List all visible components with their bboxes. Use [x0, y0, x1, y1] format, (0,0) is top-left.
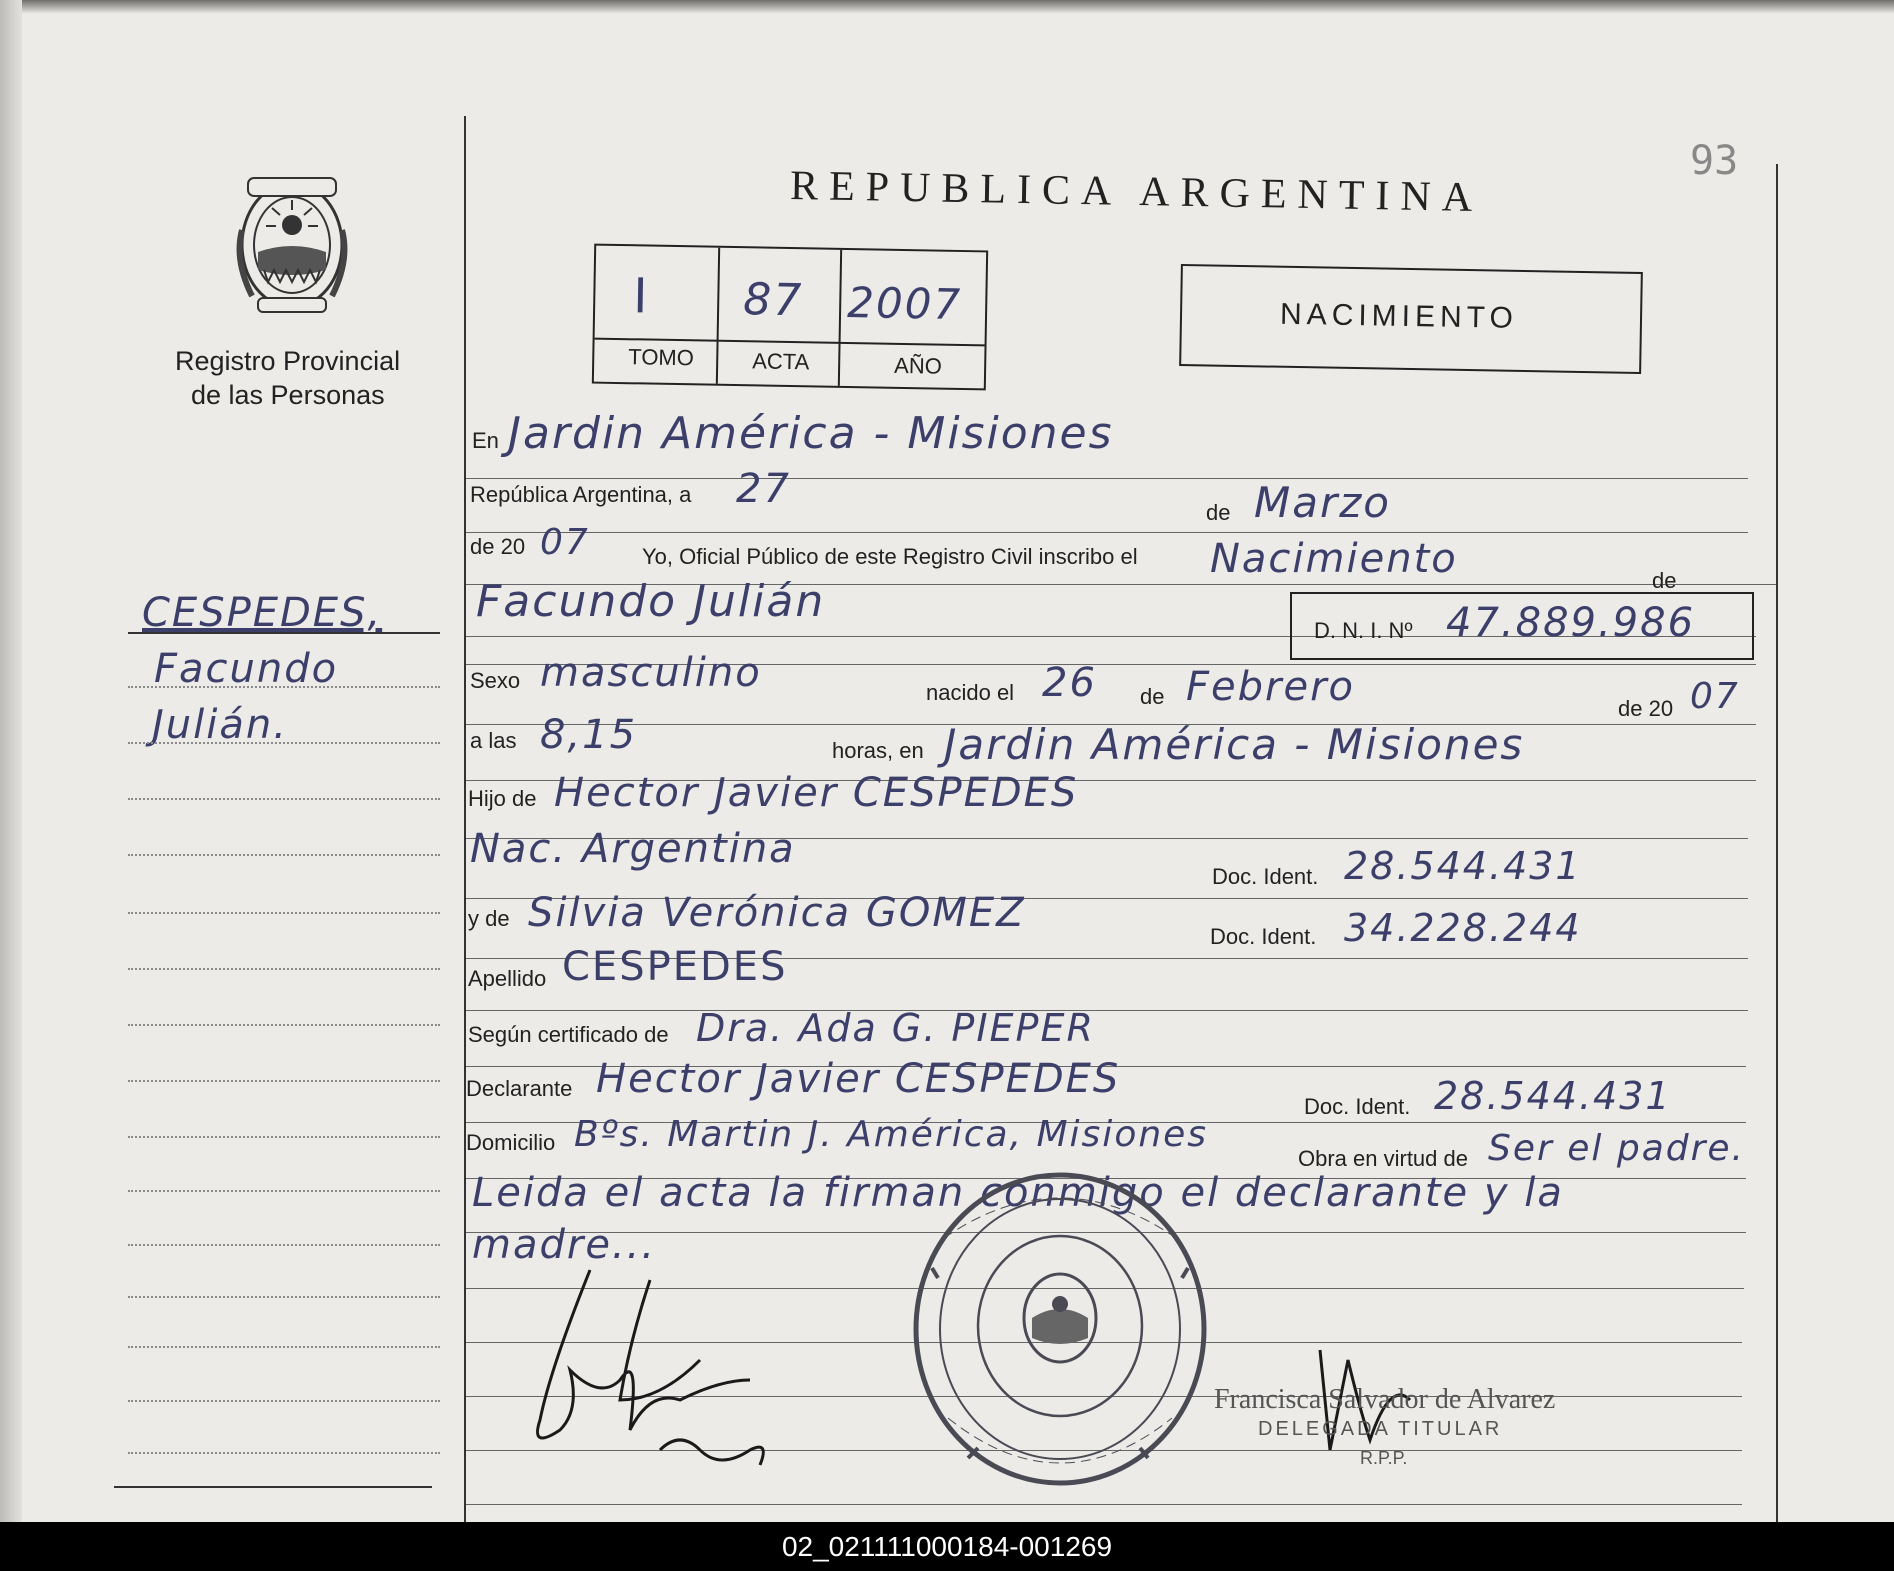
margin-dotline [128, 1136, 440, 1138]
father-doc-value: 28.544.431 [1344, 844, 1582, 888]
day-value: 27 [736, 466, 791, 512]
apellido-label: Apellido [468, 966, 547, 991]
margin-second-name: Julián. [152, 702, 288, 748]
margin-given-name: Facundo [154, 646, 339, 692]
official-org: R.P.P. [1360, 1448, 1408, 1468]
republica-label: República Argentina, a [470, 482, 692, 507]
yde-label: y de [468, 906, 510, 931]
tomo-value: I [632, 268, 650, 325]
officer-text: Yo, Oficial Público de este Registro Civil inscribo el [642, 544, 1138, 569]
dni-label: D. N. I. Nº [1314, 618, 1413, 643]
birth-year-prefix: de 20 [1618, 696, 1674, 721]
margin-dotline [128, 1346, 440, 1348]
scan-id-footer: 02_021111000184-001269 [0, 1522, 1894, 1571]
doc-label-3: Doc. Ident. [1304, 1094, 1411, 1119]
act-type-box [1179, 264, 1643, 374]
obra-value: Ser el padre. [1488, 1128, 1745, 1169]
top-shadow [0, 0, 1894, 14]
father-value: Hector Javier CESPEDES [554, 770, 1079, 816]
registry-name-line2: de las Personas [191, 380, 385, 410]
anio-label: AÑO [893, 352, 943, 379]
hijo-label: Hijo de [468, 786, 537, 811]
margin-dotline [128, 1024, 440, 1026]
margin-bottom-rule [114, 1486, 432, 1488]
acta-value: 87 [742, 274, 804, 327]
binding-edge [0, 0, 22, 1522]
en-label: En [472, 428, 499, 453]
domicilio-label: Domicilio [466, 1130, 556, 1155]
child-name-value: Facundo Julián [476, 576, 826, 627]
margin-dotline [128, 854, 440, 856]
father-nationality-value: Nac. Argentina [470, 826, 796, 872]
doc-label-1: Doc. Ident. [1212, 864, 1319, 889]
mother-doc-value: 34.228.244 [1344, 906, 1582, 950]
act-type: NACIMIENTO [1279, 297, 1519, 335]
remarks-line2: madre... [472, 1222, 657, 1268]
margin-dotline [128, 1244, 440, 1246]
alas-label: a las [470, 728, 517, 753]
anio-value: 2007 [846, 278, 963, 329]
registry-name-line1: Registro Provincial [175, 346, 401, 376]
official-title: DELEGADA TITULAR [1258, 1418, 1503, 1440]
birth-place-value: Jardin América - Misiones [944, 720, 1525, 769]
row-line [466, 478, 1748, 479]
de-label-3: de [1140, 684, 1165, 709]
row-line [466, 532, 1748, 533]
declarante-label: Declarante [466, 1076, 573, 1101]
year-suffix: 07 [540, 522, 590, 563]
acta-label: ACTA [752, 348, 810, 375]
de-label-2: de [1652, 568, 1677, 593]
birth-month-value: Febrero [1186, 664, 1355, 710]
right-rule [1776, 164, 1778, 1522]
row-line [466, 1504, 1742, 1505]
sexo-value: masculino [540, 650, 762, 696]
mother-value: Silvia Verónica GOMEZ [528, 890, 1026, 936]
remarks-line1: Leida el acta la firman conmigo el declarante y la [472, 1170, 1564, 1216]
apellido-value: CESPEDES [562, 944, 788, 990]
margin-dotline [128, 686, 440, 688]
tomo-label: TOMO [628, 344, 695, 371]
official-stamp-icon [908, 1168, 1212, 1490]
time-value: 8,15 [540, 712, 638, 758]
obra-label: Obra en virtud de [1298, 1146, 1468, 1171]
official-name: Francisca Salvador de Alvarez [1214, 1384, 1556, 1415]
birth-day-value: 26 [1042, 660, 1097, 706]
sexo-label: Sexo [470, 668, 521, 693]
place-value: Jardin América - Misiones [508, 408, 1114, 459]
margin-dotline [128, 1452, 440, 1454]
segun-label: Según certificado de [468, 1022, 669, 1047]
margin-rule [128, 632, 440, 634]
birth-year-suffix: 07 [1690, 676, 1740, 717]
margin-surname: CESPEDES, [142, 590, 383, 636]
certificate-by-value: Dra. Ada G. PIEPER [696, 1006, 1095, 1050]
margin-dotline [128, 742, 440, 744]
margin-dotline [128, 1400, 440, 1402]
country-title: REPUBLICA ARGENTINA [789, 162, 1484, 222]
nacido-label: nacido el [926, 680, 1015, 705]
horas-label: horas, en [832, 738, 924, 763]
margin-dotline [128, 798, 440, 800]
page-number: 93 [1690, 138, 1739, 184]
margin-dotline [128, 912, 440, 914]
margin-dotline [128, 1296, 440, 1298]
center-rule [464, 116, 466, 1522]
declarante-value: Hector Javier CESPEDES [596, 1056, 1121, 1102]
margin-dotline [128, 968, 440, 970]
doc-label-2: Doc. Ident. [1210, 924, 1317, 949]
margin-dotline [128, 1190, 440, 1192]
dni-box [1290, 592, 1754, 660]
dni-value: 47.889.986 [1446, 600, 1696, 646]
act-name-value: Nacimiento [1210, 536, 1458, 582]
row-line [466, 1010, 1748, 1011]
de-label: de [1206, 500, 1231, 525]
declarante-doc-value: 28.544.431 [1434, 1074, 1672, 1118]
declarant-signature-icon [520, 1250, 780, 1480]
domicilio-value: Bºs. Martin J. América, Misiones [574, 1114, 1209, 1155]
province-emblem-icon [228, 170, 356, 320]
margin-dotline [128, 1080, 440, 1082]
year-prefix: de 20 [470, 534, 526, 559]
registration-grid [592, 244, 988, 391]
month-value: Marzo [1254, 478, 1391, 527]
